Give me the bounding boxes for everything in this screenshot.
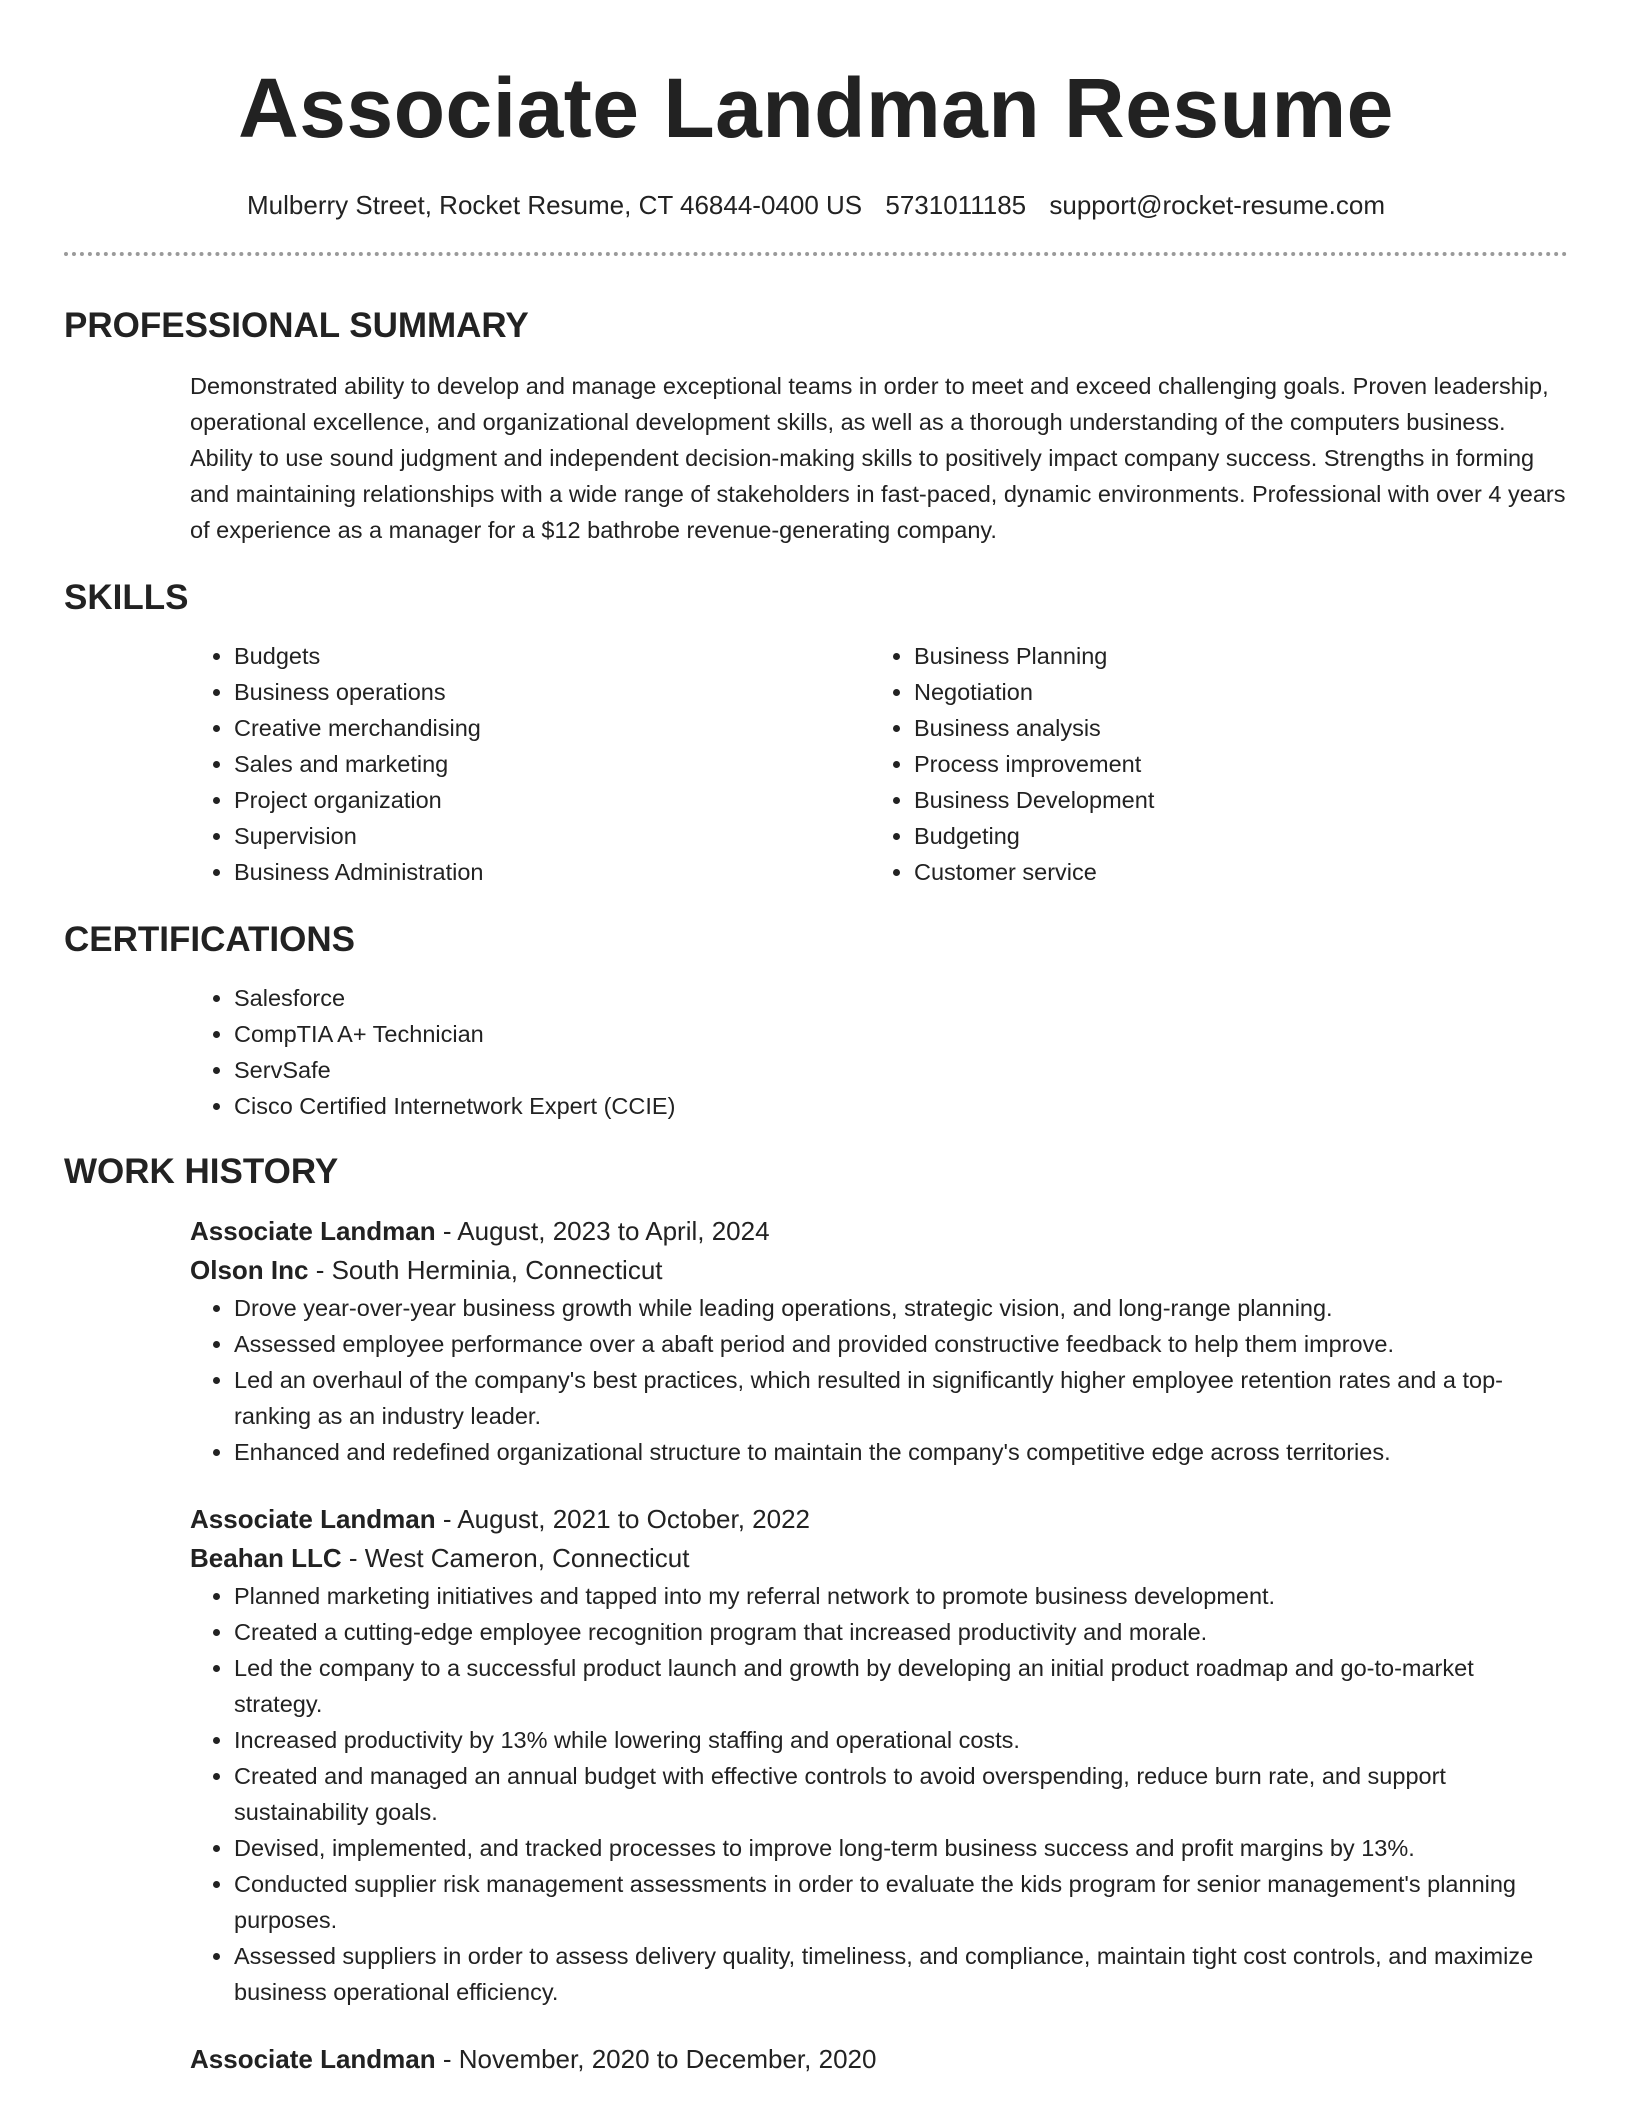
summary-section bbox=[64, 304, 1568, 548]
job-company-line bbox=[190, 1539, 1568, 1578]
job-bullet: • Led the company to a successful product launch and growth by developing an initial product roadmap and go-to-market strategy. bbox=[234, 1650, 1568, 1722]
job-title-line bbox=[190, 1500, 1568, 1539]
certification-item: • ServSafe bbox=[234, 1052, 1568, 1088]
certification-item: • Salesforce bbox=[234, 980, 1568, 1016]
job-bullet: • Assessed employee performance over a abaft period and provided constructive feedback to help them improve. bbox=[234, 1326, 1568, 1362]
summary-text: Demonstrated ability to develop and manage exceptional teams in order to meet and exceed challenging goals. Proven leadership, operational excellence, and organizational development skills, as well as a thorough understanding of the computers business. Ability to use sound judgment and independent decision-making skills to positively impact company success. Strengths in forming and maintaining relationships with a wide range of stakeholders in fast-paced, dynamic environments. Professional with over 4 years of experience as a manager for a $12 bathrobe revenue-generating company. bbox=[190, 373, 1566, 543]
skills-grid bbox=[190, 638, 1568, 890]
job-title: Associate Landman bbox=[190, 1504, 436, 1534]
job-bullet: • Created a cutting-edge employee recognition program that increased productivity and morale. bbox=[234, 1614, 1568, 1650]
certification-item: • CompTIA A+ Technician bbox=[234, 1016, 1568, 1052]
skill-item: • Negotiation bbox=[914, 674, 1550, 710]
skill-item: • Budgeting bbox=[914, 818, 1550, 854]
job-company: Olson Inc bbox=[190, 1255, 309, 1285]
header-divider bbox=[64, 252, 1568, 256]
job-bullet: • Drove year-over-year business growth while leading operations, strategic vision, and long-range planning. bbox=[234, 1290, 1568, 1326]
work-history-heading: WORK HISTORY bbox=[64, 1152, 339, 1191]
skill-item: • Business Administration bbox=[234, 854, 870, 890]
certification-item: • Cisco Certified Internetwork Expert (CCIE) bbox=[234, 1088, 1568, 1124]
skill-item: • Supervision bbox=[234, 818, 870, 854]
job-bullet: • Conducted supplier risk management assessments in order to evaluate the kids program for senior management's planning purposes. bbox=[234, 1866, 1568, 1938]
job-bullets bbox=[190, 1578, 1568, 2010]
job-company: Beahan LLC bbox=[190, 1543, 342, 1573]
job-location: - South Herminia, Connecticut bbox=[308, 1255, 663, 1285]
certifications-heading: CERTIFICATIONS bbox=[64, 920, 356, 959]
skill-item: • Creative merchandising bbox=[234, 710, 870, 746]
job-dates: - November, 2020 to December, 2020 bbox=[435, 2044, 877, 2074]
skill-item: • Budgets bbox=[234, 638, 870, 674]
certifications-section bbox=[64, 918, 1568, 1124]
job-title: Associate Landman bbox=[190, 1216, 436, 1246]
job-entry bbox=[190, 1212, 1568, 1470]
skill-item: • Business operations bbox=[234, 674, 870, 710]
skill-item: • Business Development bbox=[914, 782, 1550, 818]
job-bullet: • Led an overhaul of the company's best practices, which resulted in significantly higher employee retention rates and a top-ranking as an industry leader. bbox=[234, 1362, 1568, 1434]
job-bullet: • Enhanced and redefined organizational structure to maintain the company's competitive edge across territories. bbox=[234, 1434, 1568, 1470]
job-title-line bbox=[190, 1212, 1568, 1251]
job-entry bbox=[190, 2040, 1568, 2079]
job-title-line bbox=[190, 2040, 1568, 2079]
job-bullets bbox=[190, 1290, 1568, 1470]
skill-item: • Sales and marketing bbox=[234, 746, 870, 782]
skill-item: • Project organization bbox=[234, 782, 870, 818]
contact-address: Mulberry Street, Rocket Resume, CT 46844-0400 US bbox=[247, 190, 863, 220]
skills-heading: SKILLS bbox=[64, 578, 189, 617]
skill-item: • Customer service bbox=[914, 854, 1550, 890]
summary-heading: PROFESSIONAL SUMMARY bbox=[64, 306, 529, 345]
work-history-section bbox=[64, 1150, 1568, 2079]
skill-item: • Business Planning bbox=[914, 638, 1550, 674]
job-location: - West Cameron, Connecticut bbox=[341, 1543, 690, 1573]
job-bullet: • Planned marketing initiatives and tapped into my referral network to promote business development. bbox=[234, 1578, 1568, 1614]
job-dates: - August, 2021 to October, 2022 bbox=[435, 1504, 811, 1534]
job-entry bbox=[190, 1500, 1568, 2010]
skills-column-left bbox=[190, 638, 870, 890]
certifications-list bbox=[190, 980, 1568, 1124]
job-dates: - August, 2023 to April, 2024 bbox=[435, 1216, 770, 1246]
skills-column-right bbox=[870, 638, 1550, 890]
job-title: Associate Landman bbox=[190, 2044, 436, 2074]
contact-phone: 5731011185 bbox=[885, 190, 1027, 220]
skill-item: • Business analysis bbox=[914, 710, 1550, 746]
page-title: Associate Landman Resume bbox=[238, 61, 1394, 155]
job-bullet: • Devised, implemented, and tracked processes to improve long-term business success and profit margins by 13%. bbox=[234, 1830, 1568, 1866]
job-company-line bbox=[190, 1251, 1568, 1290]
contact-line bbox=[64, 188, 1568, 222]
contact-email: support@rocket-resume.com bbox=[1049, 190, 1385, 220]
skill-item: • Process improvement bbox=[914, 746, 1550, 782]
job-bullet: • Created and managed an annual budget with effective controls to avoid overspending, reduce burn rate, and support sustainability goals. bbox=[234, 1758, 1568, 1830]
job-bullet: • Increased productivity by 13% while lowering staffing and operational costs. bbox=[234, 1722, 1568, 1758]
skills-section bbox=[64, 576, 1568, 890]
job-bullet: • Assessed suppliers in order to assess delivery quality, timeliness, and compliance, maintain tight cost controls, and maximize business operational efficiency. bbox=[234, 1938, 1568, 2010]
